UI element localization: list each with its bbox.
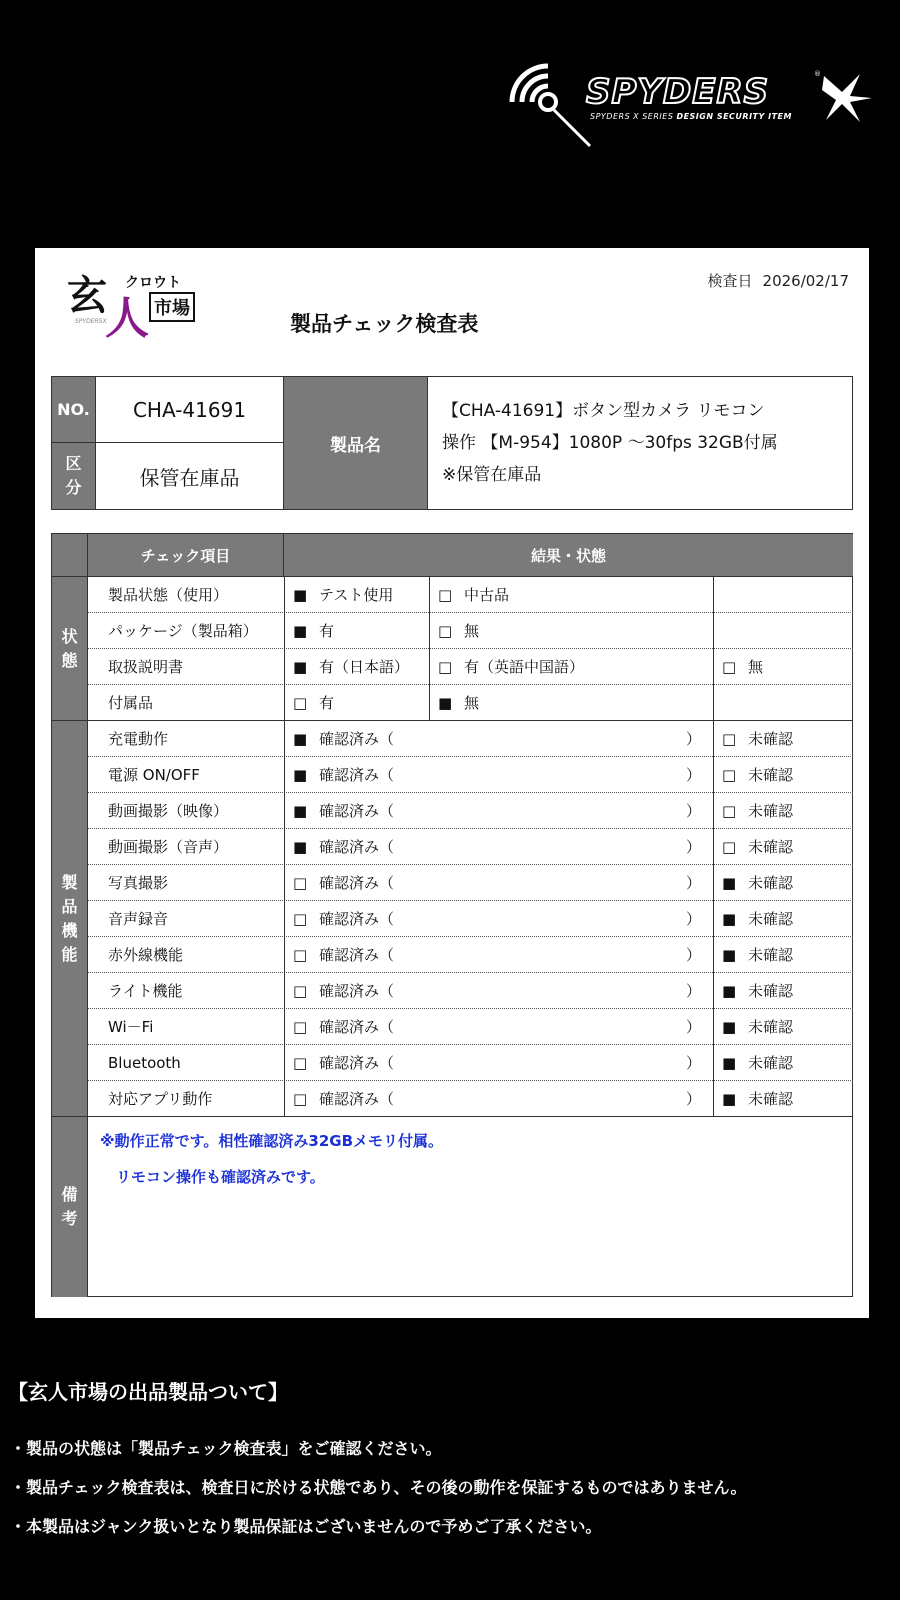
- note-item: ・製品チェック検査表は、検査日に於ける状態であり、その後の動作を保証するものではありません。: [10, 1478, 747, 1497]
- checkbox-icon: ■: [722, 946, 737, 964]
- unconfirmed-option: [713, 829, 853, 865]
- checkbox-empty-icon: □: [438, 586, 453, 604]
- product-name-value: [428, 377, 852, 509]
- function-section-label: 製品機能: [52, 721, 88, 1117]
- function-row-label: 動画撮影（音声）: [108, 838, 229, 856]
- close-paren: ）: [685, 1090, 701, 1108]
- kurouto-ichiba-logo: [65, 264, 235, 344]
- state-option: [713, 685, 853, 721]
- confirmed-text: 確認済み（: [319, 838, 395, 856]
- checkbox-icon: ■: [293, 766, 308, 784]
- checkbox-icon: □: [293, 910, 308, 928]
- close-paren: ）: [685, 766, 701, 784]
- no-label: NO.: [52, 377, 96, 443]
- option-text: 無: [464, 694, 480, 712]
- confirmed-option: [284, 1009, 713, 1045]
- result-header: 結果・状態: [284, 534, 853, 577]
- state-option: [713, 649, 853, 685]
- function-row: [88, 793, 853, 829]
- state-section-label: 状態: [52, 577, 88, 721]
- sheet-title: 製品チェック検査表: [290, 312, 479, 336]
- state-row: [88, 577, 853, 613]
- function-row-label: ライト機能: [108, 982, 183, 1000]
- unconfirmed-text: 未確認: [748, 766, 794, 784]
- confirmed-option: [284, 757, 713, 793]
- x-star-icon: [820, 70, 874, 124]
- confirmed-option: [284, 829, 713, 865]
- confirmed-text: 確認済み（: [319, 1054, 395, 1072]
- checkbox-icon: ■: [722, 982, 737, 1000]
- unconfirmed-text: 未確認: [748, 1090, 794, 1108]
- function-row: [88, 1045, 853, 1081]
- unconfirmed-text: 未確認: [748, 910, 794, 928]
- no-value: CHA-41691: [96, 377, 284, 443]
- confirmed-option: [284, 865, 713, 901]
- brand-tagline: [590, 112, 792, 121]
- close-paren: ）: [685, 1054, 701, 1072]
- checkbox-icon: □: [722, 802, 737, 820]
- checkbox-icon: ■: [293, 730, 308, 748]
- registered-mark: ®: [814, 70, 821, 78]
- kubun-value: 保管在庫品: [96, 443, 284, 509]
- unconfirmed-text: 未確認: [748, 838, 794, 856]
- remark-line-2: リモコン操作も確認済みです。: [116, 1168, 325, 1186]
- product-name-line-3: ※保管在庫品: [442, 465, 542, 485]
- checkbox-icon: □: [293, 946, 308, 964]
- confirmed-text: 確認済み（: [319, 802, 395, 820]
- product-name-line-1: 【CHA-41691】ボタン型カメラ リモコン: [442, 401, 765, 421]
- option-text: 有: [319, 622, 335, 640]
- confirmed-option: [284, 1045, 713, 1081]
- unconfirmed-option: [713, 973, 853, 1009]
- checkbox-icon: ■: [722, 874, 737, 892]
- checkbox-icon: □: [293, 982, 308, 1000]
- option-text: テスト使用: [319, 586, 394, 604]
- inspection-date: [708, 270, 849, 291]
- state-row-label: パッケージ（製品箱）: [108, 622, 258, 640]
- tagline-design: DESIGN SECURITY ITEM: [676, 112, 792, 121]
- close-paren: ）: [685, 838, 701, 856]
- logo-market: 市場: [149, 292, 195, 322]
- spyders-logo: [508, 50, 878, 150]
- close-paren: ）: [685, 874, 701, 892]
- checkbox-icon: □: [293, 1054, 308, 1072]
- function-row: [88, 721, 853, 757]
- function-row-label: 電源 ON/OFF: [108, 766, 200, 784]
- checkbox-icon: ■: [293, 838, 308, 856]
- function-row: [88, 865, 853, 901]
- confirmed-option: [284, 973, 713, 1009]
- state-option: [713, 613, 853, 649]
- remark-line-1: ※動作正常です。相性確認済み32GBメモリ付属。: [100, 1132, 444, 1150]
- checkbox-icon: ■: [722, 1090, 737, 1108]
- unconfirmed-text: 未確認: [748, 1018, 794, 1036]
- unconfirmed-option: [713, 793, 853, 829]
- state-option: [429, 685, 713, 721]
- product-name-line-2: 操作 【M-954】1080P ～30fps 32GB付属: [442, 433, 778, 453]
- close-paren: ）: [685, 910, 701, 928]
- confirmed-text: 確認済み（: [319, 766, 395, 784]
- tagline-series: SPYDERS X SERIES: [590, 112, 674, 121]
- option-text: 無: [748, 658, 764, 676]
- confirmed-text: 確認済み（: [319, 910, 395, 928]
- option-text: 無: [464, 622, 480, 640]
- function-row-label: 動画撮影（映像）: [108, 802, 229, 820]
- close-paren: ）: [685, 946, 701, 964]
- function-row-label: 充電動作: [108, 730, 169, 748]
- note-item: ・本製品はジャンク扱いとなり製品保証はございませんので予めご了承ください。: [10, 1517, 602, 1536]
- state-row-label: 取扱説明書: [108, 658, 184, 676]
- close-paren: ）: [685, 982, 701, 1000]
- unconfirmed-option: [713, 1081, 853, 1117]
- option-text: 中古品: [464, 586, 510, 604]
- confirmed-option: [284, 1081, 713, 1117]
- state-row-label: 付属品: [108, 694, 154, 712]
- checkbox-icon: ■: [293, 802, 308, 820]
- logo-katakana: クロウト: [125, 275, 181, 291]
- option-text: 有（英語中国語）: [464, 658, 585, 676]
- remarks-section-label: 備考: [52, 1117, 88, 1297]
- brand-wordmark: SPYDERS: [586, 72, 770, 112]
- unconfirmed-text: 未確認: [748, 730, 794, 748]
- confirmed-option: [284, 721, 713, 757]
- unconfirmed-option: [713, 721, 853, 757]
- remarks-body: [88, 1116, 853, 1297]
- state-option: [284, 685, 429, 721]
- inspection-sheet: [35, 248, 869, 1318]
- unconfirmed-option: [713, 865, 853, 901]
- close-paren: ）: [685, 730, 701, 748]
- inspection-date-label: 検査日: [707, 272, 753, 290]
- state-option: [284, 649, 429, 685]
- logo-kanji-gen: 玄: [67, 272, 107, 319]
- checkbox-checked-icon: ■: [293, 586, 308, 604]
- checkbox-icon: ■: [722, 1054, 737, 1072]
- corner-header: [52, 534, 88, 577]
- state-row: [88, 685, 853, 721]
- unconfirmed-text: 未確認: [748, 802, 794, 820]
- close-paren: ）: [685, 802, 701, 820]
- state-row-label: 製品状態（使用）: [108, 586, 229, 604]
- checkbox-icon: ■: [722, 910, 737, 928]
- checkbox-icon: □: [293, 1018, 308, 1036]
- kubun-label: 区分: [52, 443, 96, 509]
- unconfirmed-option: [713, 901, 853, 937]
- confirmed-text: 確認済み（: [319, 946, 395, 964]
- confirmed-text: 確認済み（: [319, 1018, 395, 1036]
- unconfirmed-text: 未確認: [748, 946, 794, 964]
- function-row-label: 赤外線機能: [108, 946, 184, 964]
- checkbox-icon: □: [722, 730, 737, 748]
- checkbox-empty-icon: □: [722, 658, 737, 676]
- function-row: [88, 973, 853, 1009]
- confirmed-text: 確認済み（: [319, 874, 395, 892]
- option-text: 有（日本語）: [319, 658, 410, 676]
- unconfirmed-text: 未確認: [748, 874, 794, 892]
- checkbox-checked-icon: ■: [293, 622, 308, 640]
- function-row-label: 対応アプリ動作: [108, 1090, 213, 1108]
- unconfirmed-option: [713, 1045, 853, 1081]
- checkbox-empty-icon: □: [293, 694, 308, 712]
- function-row: [88, 829, 853, 865]
- notes-title: 【玄人市場の出品製品ついて】: [8, 1380, 288, 1404]
- checkbox-empty-icon: □: [438, 658, 453, 676]
- confirmed-option: [284, 901, 713, 937]
- unconfirmed-option: [713, 757, 853, 793]
- confirmed-text: 確認済み（: [319, 730, 395, 748]
- inspection-date-value: 2026/02/17: [762, 272, 849, 290]
- check-item-header: チェック項目: [88, 534, 284, 577]
- function-row: [88, 901, 853, 937]
- state-option: [429, 649, 713, 685]
- state-row: [88, 613, 853, 649]
- product-name-label: 製品名: [284, 377, 428, 509]
- checkbox-icon: □: [722, 766, 737, 784]
- function-row: [88, 1009, 853, 1045]
- checkbox-icon: □: [293, 1090, 308, 1108]
- confirmed-option: [284, 793, 713, 829]
- state-option: [429, 613, 713, 649]
- checkbox-checked-icon: ■: [438, 694, 453, 712]
- function-row: [88, 937, 853, 973]
- confirmed-text: 確認済み（: [319, 1090, 395, 1108]
- state-option: [284, 577, 429, 613]
- checkbox-icon: □: [722, 838, 737, 856]
- logo-small-text: SPYDERSX: [75, 318, 107, 325]
- checkbox-icon: ■: [722, 1018, 737, 1036]
- unconfirmed-option: [713, 937, 853, 973]
- function-row-label: Wi－Fi: [108, 1018, 154, 1036]
- state-row: [88, 649, 853, 685]
- check-table: [51, 533, 853, 1297]
- checkbox-checked-icon: ■: [293, 658, 308, 676]
- state-option: [713, 577, 853, 613]
- unconfirmed-text: 未確認: [748, 982, 794, 1000]
- confirmed-option: [284, 937, 713, 973]
- checkbox-empty-icon: □: [438, 622, 453, 640]
- confirmed-text: 確認済み（: [319, 982, 395, 1000]
- function-row: [88, 757, 853, 793]
- checkbox-icon: □: [293, 874, 308, 892]
- product-info-table: [51, 376, 853, 510]
- function-row: [88, 1081, 853, 1117]
- function-row-label: 音声録音: [108, 910, 169, 928]
- function-row-label: 写真撮影: [108, 874, 169, 892]
- option-text: 有: [319, 694, 335, 712]
- state-option: [284, 613, 429, 649]
- note-item: ・製品の状態は「製品チェック検査表」をご確認ください。: [10, 1439, 442, 1458]
- function-row-label: Bluetooth: [108, 1054, 181, 1072]
- state-option: [429, 577, 713, 613]
- logo-kanji-hito: 人: [105, 293, 149, 344]
- unconfirmed-option: [713, 1009, 853, 1045]
- unconfirmed-text: 未確認: [748, 1054, 794, 1072]
- close-paren: ）: [685, 1018, 701, 1036]
